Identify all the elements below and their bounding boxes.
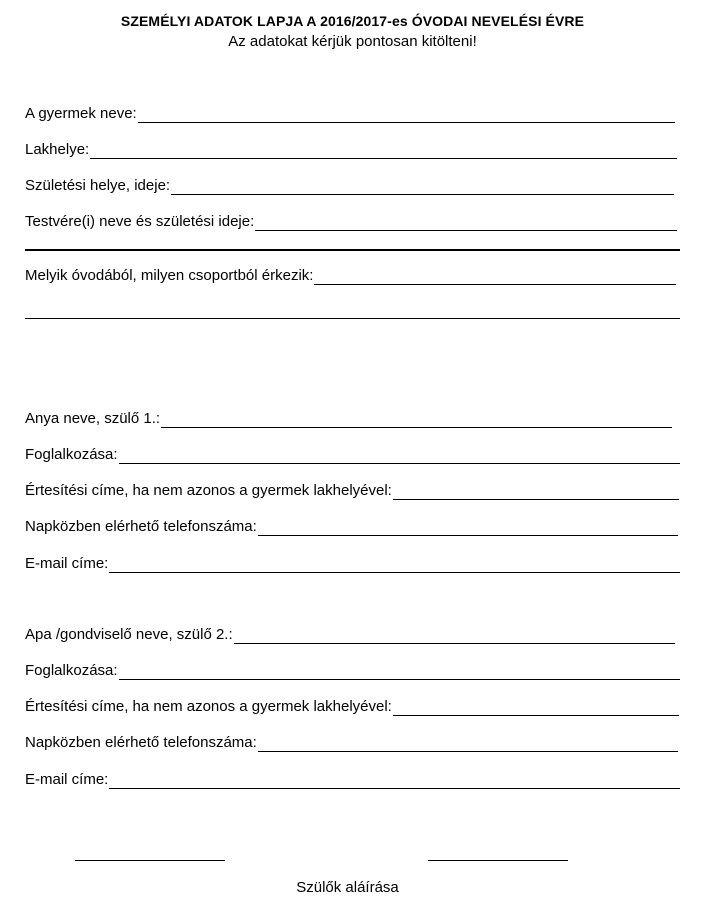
child-birth-line[interactable]	[171, 180, 674, 195]
parent1-name-field[interactable]	[25, 410, 672, 428]
parent1-address-label: Értesítési címe, ha nem azonos a gyermek lakhelyével:	[25, 482, 392, 499]
previous-kindergarten-label: Melyik óvodából, milyen csoportból érkezik:	[25, 267, 314, 284]
previous-kindergarten-field[interactable]	[25, 267, 676, 285]
section-separator	[25, 249, 680, 251]
child-residence-line[interactable]	[90, 144, 677, 159]
child-name-label: A gyermek neve:	[25, 105, 137, 122]
child-birth-field[interactable]	[25, 177, 674, 195]
parent2-address-field[interactable]	[25, 698, 679, 716]
parent1-name-line[interactable]	[161, 413, 672, 428]
parent1-email-line[interactable]	[109, 558, 680, 573]
parent2-occupation-label: Foglalkozása:	[25, 662, 118, 679]
parent2-occupation-line[interactable]	[119, 665, 680, 680]
parent2-name-line[interactable]	[234, 629, 675, 644]
parent2-email-field[interactable]	[25, 771, 680, 789]
parent1-address-line[interactable]	[393, 485, 679, 500]
child-residence-label: Lakhelye:	[25, 141, 90, 158]
parent1-email-field[interactable]	[25, 555, 680, 573]
child-siblings-label: Testvére(i) neve és születési ideje:	[25, 213, 255, 230]
parent1-occupation-field[interactable]	[25, 446, 680, 464]
parent1-phone-field[interactable]	[25, 518, 678, 536]
parent1-phone-line[interactable]	[258, 521, 678, 536]
form-subtitle: Az adatokat kérjük pontosan kitölteni!	[228, 33, 477, 50]
child-siblings-line[interactable]	[255, 216, 677, 231]
signature-line-left[interactable]	[75, 860, 225, 861]
child-birth-label: Születési helye, ideje:	[25, 177, 171, 194]
parent2-phone-field[interactable]	[25, 734, 678, 752]
previous-kindergarten-line[interactable]	[314, 270, 676, 285]
form-title: SZEMÉLYI ADATOK LAPJA A 2016/2017-es ÓVODAI NEVELÉSI ÉVRE	[120, 13, 585, 29]
child-siblings-field[interactable]	[25, 213, 677, 231]
previous-kindergarten-extra-line[interactable]	[25, 318, 680, 319]
parent1-phone-label: Napközben elérhető telefonszáma:	[25, 518, 257, 535]
parent2-name-field[interactable]	[25, 626, 675, 644]
child-name-field[interactable]	[25, 105, 675, 123]
parent2-phone-line[interactable]	[258, 737, 678, 752]
parent2-email-line[interactable]	[109, 774, 680, 789]
parent2-address-label: Értesítési címe, ha nem azonos a gyermek lakhelyével:	[25, 698, 392, 715]
parent1-name-label: Anya neve, szülő 1.:	[25, 410, 161, 427]
child-residence-field[interactable]	[25, 141, 677, 159]
child-name-line[interactable]	[138, 108, 675, 123]
signature-line-right[interactable]	[428, 860, 568, 861]
parent2-phone-label: Napközben elérhető telefonszáma:	[25, 734, 257, 751]
parent1-occupation-label: Foglalkozása:	[25, 446, 118, 463]
parent2-name-label: Apa /gondviselő neve, szülő 2.:	[25, 626, 233, 643]
parent1-email-label: E-mail címe:	[25, 555, 109, 572]
signature-label: Szülők aláírása	[296, 879, 399, 896]
parent2-email-label: E-mail címe:	[25, 771, 109, 788]
parent2-occupation-field[interactable]	[25, 662, 680, 680]
parent1-address-field[interactable]	[25, 482, 679, 500]
parent1-occupation-line[interactable]	[119, 449, 680, 464]
parent2-address-line[interactable]	[393, 701, 679, 716]
